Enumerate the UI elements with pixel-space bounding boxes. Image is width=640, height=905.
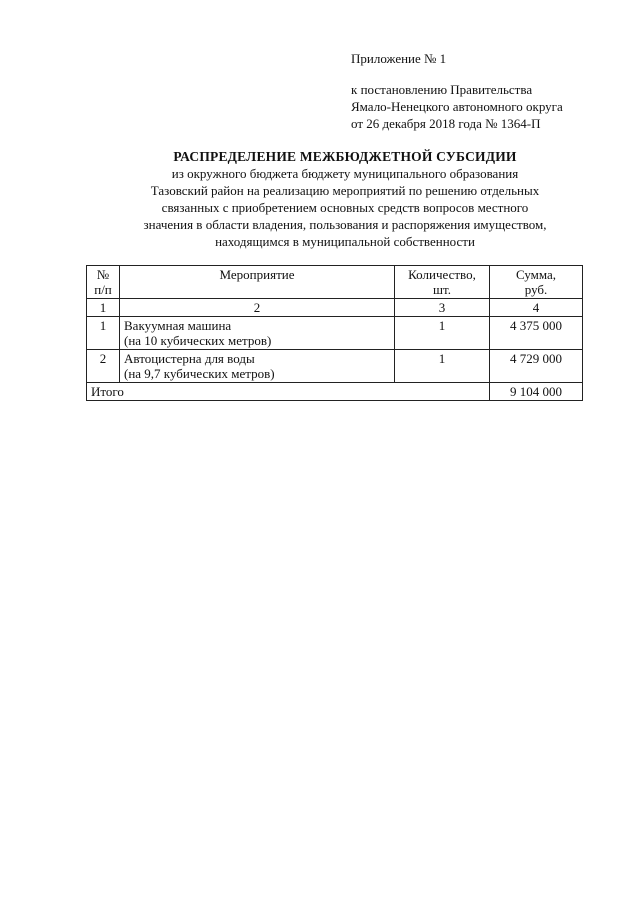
subsidy-table	[86, 265, 583, 401]
row-qty: 1	[395, 317, 490, 350]
title-line-1: из окружного бюджета бюджету муниципального образования	[171, 166, 519, 181]
header-sum	[490, 266, 583, 299]
row-num: 2	[87, 350, 120, 383]
row-qty: 1	[395, 350, 490, 383]
row-event-line1: Вакуумная машина	[124, 318, 232, 333]
appendix-line-3: от 26 декабря 2018 года № 1364-П	[351, 116, 541, 131]
row-event	[120, 317, 395, 350]
total-row	[87, 383, 583, 401]
table-header-row	[87, 266, 583, 299]
column-number-1: 1	[87, 299, 120, 317]
document-title	[80, 148, 610, 250]
row-sum: 4 375 000	[490, 317, 583, 350]
title-line-3: связанных с приобретением основных средств вопросов местного	[161, 200, 529, 215]
header-qty	[395, 266, 490, 299]
title-line-5: находящимся в муниципальной собственности	[215, 234, 475, 249]
column-number-2: 2	[120, 299, 395, 317]
header-num-line2: п/п	[94, 282, 112, 297]
appendix-number: Приложение № 1	[351, 51, 447, 66]
title-line-4: значения в области владения, пользования и распоряжения имуществом,	[143, 217, 547, 232]
column-number-3: 3	[395, 299, 490, 317]
row-event-line2: (на 10 кубических метров)	[124, 333, 272, 348]
table-row	[87, 350, 583, 383]
row-event	[120, 350, 395, 383]
header-sum-line1: Сумма,	[515, 267, 557, 282]
header-sum-line2: руб.	[524, 282, 548, 297]
header-num-line1: №	[96, 267, 110, 282]
table-row	[87, 317, 583, 350]
header-event: Мероприятие	[120, 266, 395, 299]
column-number-4: 4	[490, 299, 583, 317]
total-label: Итого	[87, 383, 490, 401]
row-event-line1: Автоцистерна для воды	[124, 351, 255, 366]
header-qty-line1: Количество,	[408, 267, 476, 282]
appendix-header	[351, 50, 563, 132]
appendix-line-2: Ямало-Ненецкого автономного округа	[351, 99, 563, 114]
appendix-line-1: к постановлению Правительства	[351, 82, 533, 97]
column-number-row	[87, 299, 583, 317]
header-qty-line2: шт.	[433, 282, 451, 297]
row-event-line2: (на 9,7 кубических метров)	[124, 366, 275, 381]
title-main: РАСПРЕДЕЛЕНИЕ МЕЖБЮДЖЕТНОЙ СУБСИДИИ	[173, 149, 517, 164]
header-num	[87, 266, 120, 299]
row-num: 1	[87, 317, 120, 350]
title-line-2: Тазовский район на реализацию мероприятий по решению отдельных	[150, 183, 540, 198]
row-sum: 4 729 000	[490, 350, 583, 383]
total-sum: 9 104 000	[490, 383, 583, 401]
